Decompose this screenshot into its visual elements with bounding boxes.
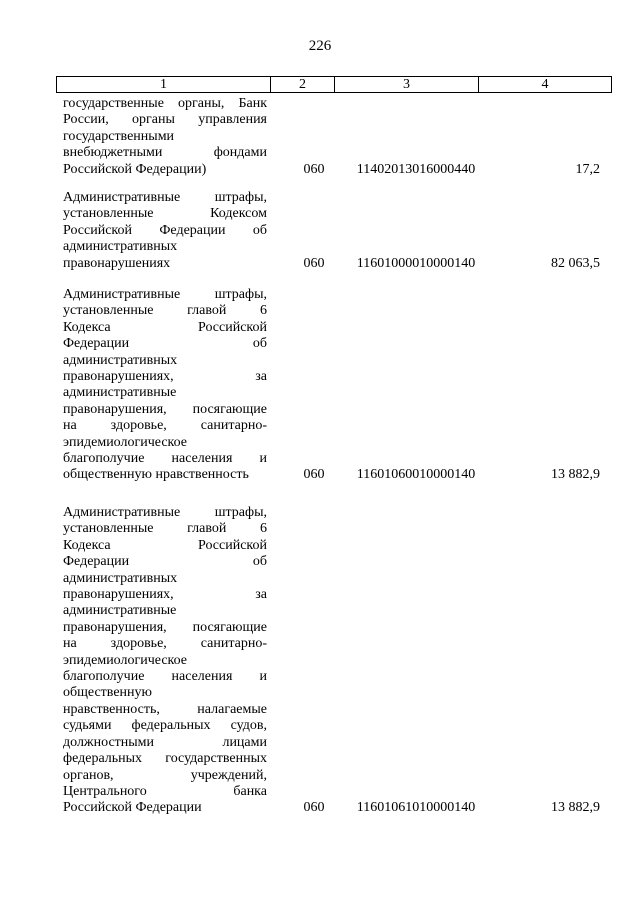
table-row: [56, 96, 612, 178]
description-line: Кодекса Российской: [63, 319, 267, 335]
row-description: [63, 505, 267, 817]
description-line: Кодекса Российской: [63, 537, 267, 553]
table-header: [56, 76, 612, 93]
row-code: 060: [303, 255, 325, 271]
description-line: на здоровье, санитарно-: [63, 636, 267, 652]
description-line: органов, учреждений,: [63, 767, 267, 783]
row-kbk: 11601060010000140: [356, 467, 476, 483]
description-line: Российской Федерации об: [63, 222, 267, 238]
row-amount: 82 063,5: [551, 255, 600, 271]
description-line: должностными лицами: [63, 734, 267, 750]
description-line: эпидемиологическое: [63, 434, 188, 450]
description-line: Административные штрафы,: [63, 505, 267, 520]
description-line: России, органы управления: [63, 112, 267, 128]
description-line: Российской Федерации: [63, 800, 202, 816]
description-line: административных: [63, 570, 178, 586]
row-code: 060: [303, 467, 325, 483]
description-line: Федерации об: [63, 336, 267, 352]
header-col-3: 3: [335, 77, 479, 92]
row-amount: 13 882,9: [551, 800, 600, 816]
description-line: внебюджетными фондами: [63, 145, 267, 161]
description-line: общественную нравственность: [63, 467, 249, 483]
description-line: административных: [63, 239, 178, 255]
description-line: судьями федеральных судов,: [63, 718, 267, 734]
description-line: установленные главой 6: [63, 521, 267, 537]
description-line: благополучие населения и: [63, 451, 267, 467]
row-description: [63, 190, 267, 272]
description-line: Центрального банка: [63, 783, 267, 799]
description-line: Российской Федерации): [63, 161, 207, 177]
description-line: эпидемиологическое: [63, 652, 188, 668]
description-line: на здоровье, санитарно-: [63, 418, 267, 434]
page-number: 226: [308, 38, 332, 54]
header-col-1: 1: [57, 77, 271, 92]
description-line: установленные Кодексом: [63, 206, 267, 222]
description-line: административные: [63, 603, 177, 619]
row-amount: 17,2: [575, 161, 600, 177]
description-line: правонарушениях, за: [63, 587, 267, 603]
description-line: административные: [63, 385, 177, 401]
row-description: [63, 96, 267, 178]
description-line: правонарушениях, за: [63, 369, 267, 385]
row-code: 060: [303, 161, 325, 177]
description-line: Административные штрафы,: [63, 287, 267, 302]
table-row: [56, 505, 612, 817]
description-line: государственными: [63, 128, 175, 144]
description-line: правонарушениях: [63, 255, 171, 271]
description-line: правонарушения, посягающие: [63, 401, 267, 417]
description-line: Административные штрафы,: [63, 190, 267, 205]
description-line: общественную: [63, 685, 152, 701]
description-line: административных: [63, 352, 178, 368]
description-line: Федерации об: [63, 554, 267, 570]
row-kbk: 11601061010000140: [356, 800, 476, 816]
row-code: 060: [303, 800, 325, 816]
description-line: установленные главой 6: [63, 303, 267, 319]
table-row: [56, 287, 612, 484]
description-line: благополучие населения и: [63, 669, 267, 685]
row-amount: 13 882,9: [551, 467, 600, 483]
description-line: нравственность, налагаемые: [63, 701, 267, 717]
row-kbk: 11402013016000440: [356, 161, 476, 177]
description-line: государственные органы, Банк: [63, 96, 267, 111]
description-line: правонарушения, посягающие: [63, 619, 267, 635]
row-description: [63, 287, 267, 484]
header-col-4: 4: [541, 77, 549, 92]
description-line: федеральных государственных: [63, 751, 267, 767]
row-kbk: 11601000010000140: [356, 255, 476, 271]
header-col-2: 2: [271, 77, 335, 92]
table-row: [56, 190, 612, 272]
